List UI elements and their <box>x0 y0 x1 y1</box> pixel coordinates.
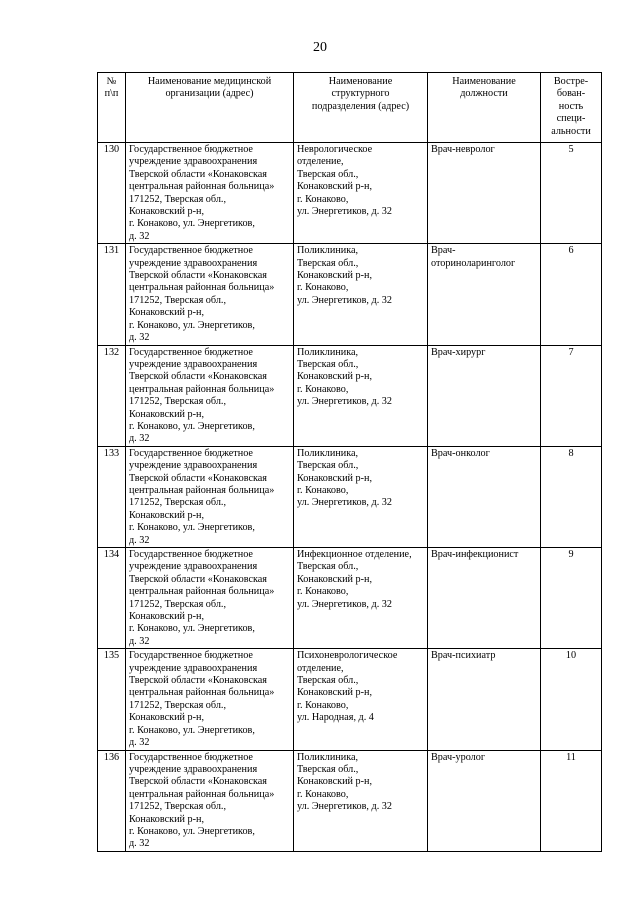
table-row <box>98 649 602 750</box>
demand-cell: 6 <box>541 244 602 345</box>
position-cell: Врач-инфекционист <box>428 548 541 649</box>
header-organization: Наименование медицинской организации (адрес) <box>126 73 294 143</box>
vacancy-table <box>97 72 602 852</box>
organization-cell: Государственное бюджетное учреждение здравоохранения Тверской области «Конаковская центральная районная больница» 171252, Тверская обл., Конаковский р-н, г. Конаково, ул. Энергетиков, д. 32 <box>126 548 294 649</box>
organization-cell: Государственное бюджетное учреждение здравоохранения Тверской области «Конаковская центральная районная больница» 171252, Тверская обл., Конаковский р-н, г. Конаково, ул. Энергетиков, д. 32 <box>126 143 294 244</box>
row-number: 130 <box>98 143 126 244</box>
demand-cell: 9 <box>541 548 602 649</box>
position-cell: Врач-онколог <box>428 446 541 547</box>
header-department: Наименование структурного подразделения (адрес) <box>294 73 428 143</box>
demand-cell: 5 <box>541 143 602 244</box>
row-number: 131 <box>98 244 126 345</box>
department-cell: Поликлиника, Тверская обл., Конаковский р-н, г. Конаково, ул. Энергетиков, д. 32 <box>294 345 428 446</box>
department-cell: Неврологическое отделение, Тверская обл., Конаковский р-н, г. Конаково, ул. Энергетиков, д. 32 <box>294 143 428 244</box>
department-cell: Поликлиника, Тверская обл., Конаковский р-н, г. Конаково, ул. Энергетиков, д. 32 <box>294 750 428 851</box>
position-cell: Врач-психиатр <box>428 649 541 750</box>
position-cell: Врач-уролог <box>428 750 541 851</box>
demand-cell: 7 <box>541 345 602 446</box>
header-demand: Востре- бован- ность специ- альности <box>541 73 602 143</box>
department-cell: Поликлиника, Тверская обл., Конаковский р-н, г. Конаково, ул. Энергетиков, д. 32 <box>294 446 428 547</box>
row-number: 132 <box>98 345 126 446</box>
department-cell: Инфекционное отделение, Тверская обл., Конаковский р-н, г. Конаково, ул. Энергетиков, д. 32 <box>294 548 428 649</box>
table-row <box>98 143 602 244</box>
row-number: 135 <box>98 649 126 750</box>
table-row <box>98 548 602 649</box>
position-cell: Врач-невролог <box>428 143 541 244</box>
organization-cell: Государственное бюджетное учреждение здравоохранения Тверской области «Конаковская центральная районная больница» 171252, Тверская обл., Конаковский р-н, г. Конаково, ул. Энергетиков, д. 32 <box>126 750 294 851</box>
row-number: 136 <box>98 750 126 851</box>
organization-cell: Государственное бюджетное учреждение здравоохранения Тверской области «Конаковская центральная районная больница» 171252, Тверская обл., Конаковский р-н, г. Конаково, ул. Энергетиков, д. 32 <box>126 446 294 547</box>
demand-cell: 8 <box>541 446 602 547</box>
department-cell: Психоневрологическое отделение, Тверская обл., Конаковский р-н, г. Конаково, ул. Народная, д. 4 <box>294 649 428 750</box>
department-cell: Поликлиника, Тверская обл., Конаковский р-н, г. Конаково, ул. Энергетиков, д. 32 <box>294 244 428 345</box>
header-number: № п\п <box>98 73 126 143</box>
row-number: 134 <box>98 548 126 649</box>
table-header-row <box>98 73 602 143</box>
table-row <box>98 446 602 547</box>
demand-cell: 10 <box>541 649 602 750</box>
organization-cell: Государственное бюджетное учреждение здравоохранения Тверской области «Конаковская центральная районная больница» 171252, Тверская обл., Конаковский р-н, г. Конаково, ул. Энергетиков, д. 32 <box>126 345 294 446</box>
position-cell: Врач-хирург <box>428 345 541 446</box>
demand-cell: 11 <box>541 750 602 851</box>
organization-cell: Государственное бюджетное учреждение здравоохранения Тверской области «Конаковская центральная районная больница» 171252, Тверская обл., Конаковский р-н, г. Конаково, ул. Энергетиков, д. 32 <box>126 649 294 750</box>
row-number: 133 <box>98 446 126 547</box>
position-cell: Врач- оториноларинголог <box>428 244 541 345</box>
table-row <box>98 750 602 851</box>
header-position: Наименование должности <box>428 73 541 143</box>
table-row <box>98 345 602 446</box>
table-row <box>98 244 602 345</box>
page-number: 20 <box>313 40 327 55</box>
organization-cell: Государственное бюджетное учреждение здравоохранения Тверской области «Конаковская центральная районная больница» 171252, Тверская обл., Конаковский р-н, г. Конаково, ул. Энергетиков, д. 32 <box>126 244 294 345</box>
